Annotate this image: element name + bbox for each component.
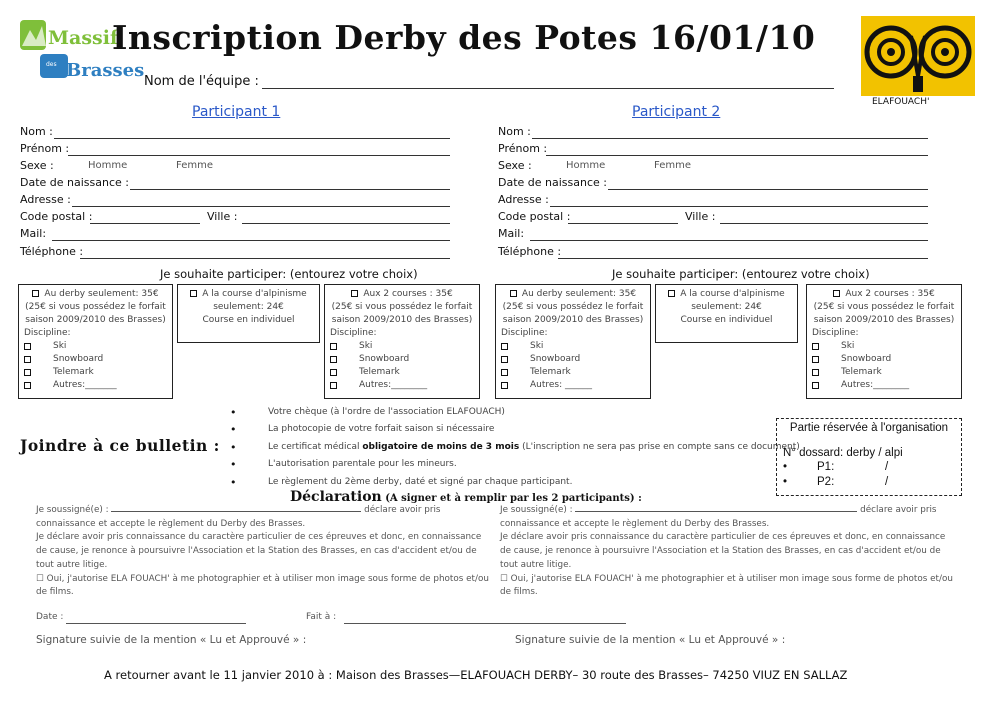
join-item-reglement: • Le règlement du 2ème derby, daté et signé par chaque participant. <box>230 474 800 491</box>
p2-2courses-checkbox[interactable] <box>833 290 840 297</box>
p1-nom-label: Nom : <box>20 125 53 138</box>
join-item-autorisation: • L'autorisation parentale pour les mineurs. <box>230 456 800 473</box>
p1-ville-field[interactable] <box>242 223 450 224</box>
return-address: A retourner avant le 11 janvier 2010 à : Maison des Brasses—ELAFOUACH DERBY– 30 route des Brasses– 74250 VIUZ EN SALLAZ <box>104 668 848 682</box>
p2-tel-label: Téléphone : <box>498 245 562 258</box>
p2-derby-checkbox[interactable] <box>510 290 517 297</box>
p1-photo-consent[interactable]: ☐ Oui, j'autorise ELA FOUACH' à me photographier et à utiliser mon image sous forme de photos et/ou de films. <box>36 573 489 598</box>
p1-tel-label: Téléphone : <box>20 245 84 258</box>
page-title: Inscription Derby des Potes 16/01/10 <box>112 18 816 57</box>
svg-text:Massif: Massif <box>48 27 119 49</box>
p2-choice-instruction: Je souhaite participer: (entourez votre choix) <box>612 267 870 281</box>
p2-tel-field[interactable] <box>558 258 928 259</box>
p2-option-2-courses[interactable]: Aux 2 courses : 35€ (25€ si vous possédez le forfait saison 2009/2010 des Brasses) Discipline: Ski Snowboard Telemark Autres:________ <box>806 284 962 399</box>
p2-nom-label: Nom : <box>498 125 531 138</box>
p2-naissance-label: Date de naissance : <box>498 176 607 189</box>
organisation-title: Partie réservée à l'organisation <box>789 422 949 434</box>
p1-option-2-courses[interactable]: Aux 2 courses : 35€ (25€ si vous possédez le forfait saison 2009/2010 des Brasses) Discipline: Ski Snowboard Telemark Autres:________ <box>324 284 480 399</box>
p1-adresse-field[interactable] <box>72 206 450 207</box>
join-item-certificat: • Le certificat médical obligatoire de moins de 3 mois (L'inscription ne sera pas prise en compte sans ce document) <box>230 439 800 456</box>
organisation-box <box>776 418 962 496</box>
p2-adresse-label: Adresse : <box>498 193 549 206</box>
signature-p2: Signature suivie de la mention « Lu et Approuvé » : <box>515 634 786 646</box>
p1-cp-label: Code postal : <box>20 210 93 223</box>
p1-sexe-homme[interactable]: Homme <box>88 160 128 171</box>
p2-ville-field[interactable] <box>720 223 928 224</box>
p1-derby-checkbox[interactable] <box>32 290 39 297</box>
participant-1-title: Participant 1 <box>192 104 281 120</box>
p1-prenom-field[interactable] <box>68 155 450 156</box>
p2-nom-field[interactable] <box>532 138 928 139</box>
team-name-field[interactable] <box>262 88 834 89</box>
dossard-p2: • P2: / <box>783 476 889 488</box>
svg-text:des: des <box>46 61 57 68</box>
p1-naissance-field[interactable] <box>130 189 450 190</box>
fait-field[interactable] <box>344 623 626 624</box>
p2-photo-consent[interactable]: ☐ Oui, j'autorise ELA FOUACH' à me photographier et à utiliser mon image sous forme de photos et/ou de films. <box>500 573 953 598</box>
signature-p1: Signature suivie de la mention « Lu et Approuvé » : <box>36 634 307 646</box>
p1-choice-instruction: Je souhaite participer: (entourez votre choix) <box>160 267 418 281</box>
p2-ville-label: Ville : <box>685 210 716 223</box>
p1-sexe-femme[interactable]: Femme <box>176 160 213 171</box>
declaration-p1: Je soussigné(e) : déclare avoir pris connaissance et accepte le règlement du Derby des Brasses. Je déclare avoir pris connaissance du caractère particulier de ces épreuves et donc, en connaissance de cause, je renonce à poursuivre l'Association et la Station des Brasses, en cas d'accident et/ou de tout autre litige. ☐ Oui, j'autorise ELA FOUACH' à me photographier et à utiliser mon image sous forme de photos et/ou de films. <box>36 504 490 600</box>
date-label: Date : <box>36 612 64 622</box>
team-name-label: Nom de l'équipe : <box>144 74 259 89</box>
participant-2-title: Participant 2 <box>632 104 721 120</box>
p2-mail-label: Mail: <box>498 227 525 240</box>
join-title: Joindre à ce bulletin : <box>20 436 220 455</box>
p2-mail-field[interactable] <box>530 240 928 241</box>
fait-label: Fait à : <box>306 612 337 622</box>
p1-option-alpinisme[interactable]: A la course d'alpinisme seulement: 24€ Course en individuel <box>177 284 320 343</box>
p1-option-derby[interactable]: Au derby seulement: 35€ (25€ si vous possédez le forfait saison 2009/2010 des Brasses) Discipline: Ski Snowboard Telemark Autres:_______ <box>18 284 173 399</box>
p1-mail-field[interactable] <box>52 240 450 241</box>
p2-cp-field[interactable] <box>568 223 678 224</box>
p2-sexe-label: Sexe : <box>498 159 532 172</box>
declaration-title: Déclaration (A signer et à remplir par les 2 participants) : <box>290 489 642 505</box>
p1-cp-field[interactable] <box>90 223 200 224</box>
dossard-p1: • P1: / <box>783 461 889 473</box>
elafouach-caption: ELAFOUACH' <box>872 97 930 107</box>
elafouach-logo <box>861 16 975 96</box>
p1-prenom-label: Prénom : <box>20 142 70 155</box>
declaration-p2: Je soussigné(e) : déclare avoir pris connaissance et accepte le règlement du Derby des Brasses. Je déclare avoir pris connaissance du caractère particulier de ces épreuves et donc, en connaissance de cause, je renonce à poursuivre l'Association et la Station des Brasses, en cas d'accident et/ou de tout autre litige. ☐ Oui, j'autorise ELA FOUACH' à me photographier et à utiliser mon image sous forme de photos et/ou de films. <box>500 504 954 600</box>
p1-2courses-checkbox[interactable] <box>351 290 358 297</box>
p1-tel-field[interactable] <box>80 258 450 259</box>
p1-naissance-label: Date de naissance : <box>20 176 129 189</box>
p1-alpinisme-checkbox[interactable] <box>190 290 197 297</box>
join-item-cheque: • Votre chèque (à l'ordre de l'association ELAFOUACH) <box>230 404 800 421</box>
dossard-label: N° dossard: derby / alpi <box>783 447 903 459</box>
date-field[interactable] <box>66 623 246 624</box>
p2-naissance-field[interactable] <box>608 189 928 190</box>
p1-ville-label: Ville : <box>207 210 238 223</box>
p1-sexe-label: Sexe : <box>20 159 54 172</box>
p2-alpinisme-checkbox[interactable] <box>668 290 675 297</box>
p2-sexe-femme[interactable]: Femme <box>654 160 691 171</box>
join-item-forfait: • La photocopie de votre forfait saison si nécessaire <box>230 421 800 438</box>
p2-cp-label: Code postal : <box>498 210 571 223</box>
p2-option-alpinisme[interactable]: A la course d'alpinisme seulement: 24€ Course en individuel <box>655 284 798 343</box>
svg-text:Brasses: Brasses <box>66 60 145 81</box>
p2-adresse-field[interactable] <box>550 206 928 207</box>
p2-prenom-field[interactable] <box>546 155 928 156</box>
p1-mail-label: Mail: <box>20 227 47 240</box>
join-list <box>230 404 800 491</box>
p2-option-derby[interactable]: Au derby seulement: 35€ (25€ si vous possédez le forfait saison 2009/2010 des Brasses) Discipline: Ski Snowboard Telemark Autres: ______ <box>495 284 651 399</box>
p1-nom-field[interactable] <box>54 138 450 139</box>
p1-adresse-label: Adresse : <box>20 193 71 206</box>
p2-prenom-label: Prénom : <box>498 142 548 155</box>
p2-sexe-homme[interactable]: Homme <box>566 160 606 171</box>
